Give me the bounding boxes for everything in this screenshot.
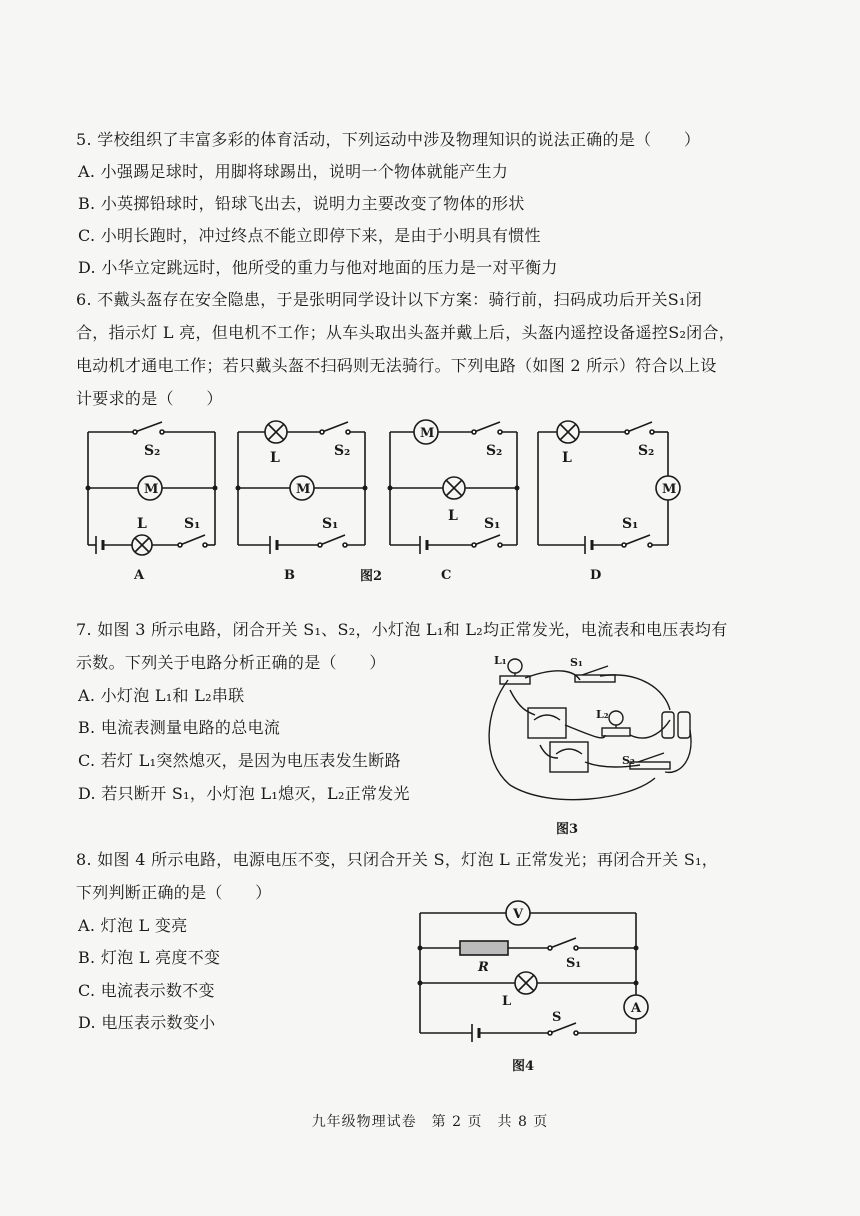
circuit-c-caption: C	[441, 568, 452, 583]
q8-option-d: D. 电压表示数变小	[78, 1013, 216, 1032]
circuit-b-s1-label: S₁	[322, 516, 339, 532]
fig3-s1-label: S₁	[570, 656, 583, 669]
q5-option-d: D. 小华立定跳远时，他所受的重力与他对地面的压力是一对平衡力	[78, 258, 558, 277]
q7-line-1: 7. 如图 3 所示电路，闭合开关 S₁、S₂，小灯泡 L₁和 L₂均正常发光，电流表和电压表均有	[76, 620, 728, 639]
q7-option-d: D. 若只断开 S₁，小灯泡 L₁熄灭，L₂正常发光	[78, 784, 410, 803]
fig3-l1-label: L₁	[494, 654, 507, 667]
q6-line-3: 电动机才通电工作；若只戴头盔不扫码则无法骑行。下列电路（如图 2 所示）符合以上设	[76, 356, 717, 375]
figure-3-wiring	[480, 650, 710, 820]
q8-option-b: B. 灯泡 L 亮度不变	[78, 948, 221, 967]
circuit-a-s1-label: S₁	[184, 516, 201, 532]
circuit-b-lamp-label: L	[270, 450, 280, 466]
fig4-lamp-label: L	[502, 994, 512, 1009]
circuit-b-caption: B	[284, 568, 295, 583]
q6-line-4: 计要求的是（ ）	[76, 389, 223, 408]
circuit-d-s1-label: S₁	[622, 516, 639, 532]
q8-line-2: 下列判断正确的是（ ）	[76, 883, 272, 902]
circuit-d-caption: D	[590, 568, 602, 583]
page-footer: 九年级物理试卷 第 2 页 共 8 页	[311, 1114, 549, 1130]
fig3-s2-label: S₂	[622, 754, 635, 767]
figure-2-circuits	[0, 0, 860, 600]
q5-option-c: C. 小明长跑时，冲过终点不能立即停下来，是由于小明具有惯性	[78, 226, 541, 245]
circuit-c-motor-label: M	[420, 426, 435, 441]
q5-option-b: B. 小英掷铅球时，铅球飞出去，说明力主要改变了物体的形状	[78, 194, 525, 213]
circuit-c-s2-label: S₂	[486, 443, 503, 459]
q7-line-2: 示数。下列关于电路分析正确的是（ ）	[76, 653, 386, 672]
fig3-l2-label: L₂	[596, 708, 609, 721]
circuit-b-s2-label: S₂	[334, 443, 351, 459]
q8-line-1: 8. 如图 4 所示电路，电源电压不变，只闭合开关 S，灯泡 L 正常发光；再闭合开关 S₁，	[76, 850, 719, 869]
circuit-d-s2-label: S₂	[638, 443, 655, 459]
circuit-b-motor-label: M	[296, 482, 311, 497]
circuit-d-motor-label: M	[662, 482, 677, 497]
q8-option-c: C. 电流表示数不变	[78, 981, 215, 1000]
figure-4-circuit	[400, 895, 670, 1055]
circuit-d	[538, 421, 680, 554]
circuit-a-lamp-label: L	[137, 516, 147, 532]
fig4-ammeter-label: A	[631, 1001, 642, 1016]
q6-line-1: 6. 不戴头盔存在安全隐患，于是张明同学设计以下方案：骑行前，扫码成功后开关S₁闭	[76, 290, 703, 309]
figure-3-caption: 图3	[556, 822, 579, 837]
circuit-d-lamp-label: L	[562, 450, 572, 466]
q5-stem: 5. 学校组织了丰富多彩的体育活动，下列运动中涉及物理知识的说法正确的是（ ）	[76, 130, 701, 149]
fig4-resistor-label: R	[478, 960, 489, 975]
figure-2-caption: 图2	[360, 569, 383, 584]
circuit-a-caption: A	[134, 568, 145, 583]
q7-option-b: B. 电流表测量电路的总电流	[78, 718, 281, 737]
circuit-c-s1-label: S₁	[484, 516, 501, 532]
circuit-a-motor-label: M	[144, 482, 159, 497]
q8-option-a: A. 灯泡 L 变亮	[78, 916, 188, 935]
circuit-c	[390, 420, 517, 554]
q5-option-a: A. 小强踢足球时，用脚将球踢出，说明一个物体就能产生力	[78, 162, 509, 181]
q7-option-c: C. 若灯 L₁突然熄灭，是因为电压表发生断路	[78, 751, 401, 770]
fig4-s-label: S	[552, 1010, 562, 1025]
q7-option-a: A. 小灯泡 L₁和 L₂串联	[78, 686, 245, 705]
q6-line-2: 合，指示灯 L 亮，但电机不工作；从车头取出头盔并戴上后，头盔内遥控设备遥控S₂闭合，	[76, 323, 736, 342]
fig4-voltmeter-label: V	[513, 907, 524, 922]
circuit-c-lamp-label: L	[448, 508, 458, 524]
figure-4-caption: 图4	[512, 1059, 535, 1074]
circuit-a-s2-label: S₂	[144, 443, 161, 459]
fig4-s1-label: S₁	[566, 956, 582, 971]
